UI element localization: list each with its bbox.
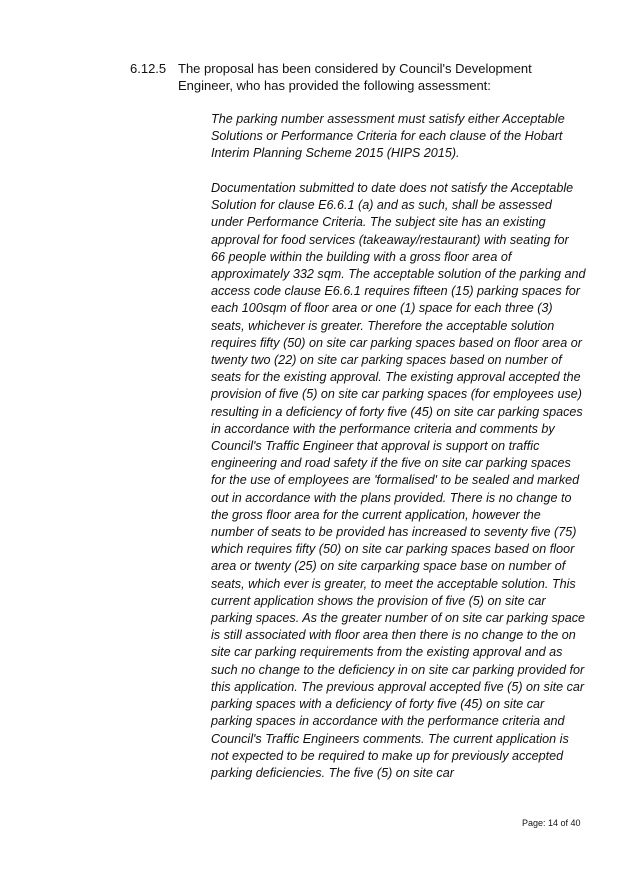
clause-6-12-5	[130, 60, 590, 94]
clause-intro-text: The proposal has been considered by Council's Development Engineer, who has provided the following assessment:	[178, 61, 532, 93]
assessment-paragraph: Documentation submitted to date does not satisfy the Acceptable Solution for clause E6.6.1 (a) and as such, shall be assessed under Performance Criteria. The subject site has an existing approval for food services (takeaway/restaurant) with seating for 66 people within the building with a gross floor area of approximately 332 sqm. The acceptable solution of the parking and access code clause E6.6.1 requires fifteen (15) parking spaces for each 100sqm of floor area or one (1) space for each three (3) seats, whichever is greater. Therefore the acceptable solution requires fifty (50) on site car parking spaces based on floor area or twenty two (22) on site car parking spaces based on number of seats for the existing approval. The existing approval accepted the provision of five (5) on site car parking spaces (for employees use) resulting in a deficiency of forty five (45) on site car parking spaces in accordance with the performance criteria and comments by Council's Traffic Engineer that approval is support on traffic engineering and road safety if the five on site car parking spaces for the use of employees are 'formalised' to be sealed and marked out in accordance with the plans provided. There is no change to the gross floor area for the current application, however the number of seats to be provided has increased to seventy five (75) which requires fifty (50) on site car parking spaces based on floor area or twenty (25) on site carparking space base on number of seats, which ever is greater, to meet the acceptable solution. This current application shows the provision of five (5) on site car parking spaces. As the greater number of on site car parking space is still associated with floor area then there is no change to the on site car parking requirements from the existing approval and as such no change to the deficiency in on site car parking provided for this application. The previous approval accepted five (5) on site car parking spaces with a deficiency of forty five (45) on site car parking spaces in accordance with the performance criteria and Council's Traffic Engineers comments. The current application is not expected to be required to make up for previously accepted parking deficiencies. The five (5) on site car	[211, 181, 586, 780]
assessment-paragraph: The parking number assessment must satisfy either Acceptable Solutions or Performance Criteria for each clause of the Hobart Interim Planning Scheme 2015 (HIPS 2015).	[211, 112, 565, 161]
clause-number: 6.12.5	[130, 61, 167, 76]
page-number: Page: 14 of 40	[522, 818, 581, 828]
